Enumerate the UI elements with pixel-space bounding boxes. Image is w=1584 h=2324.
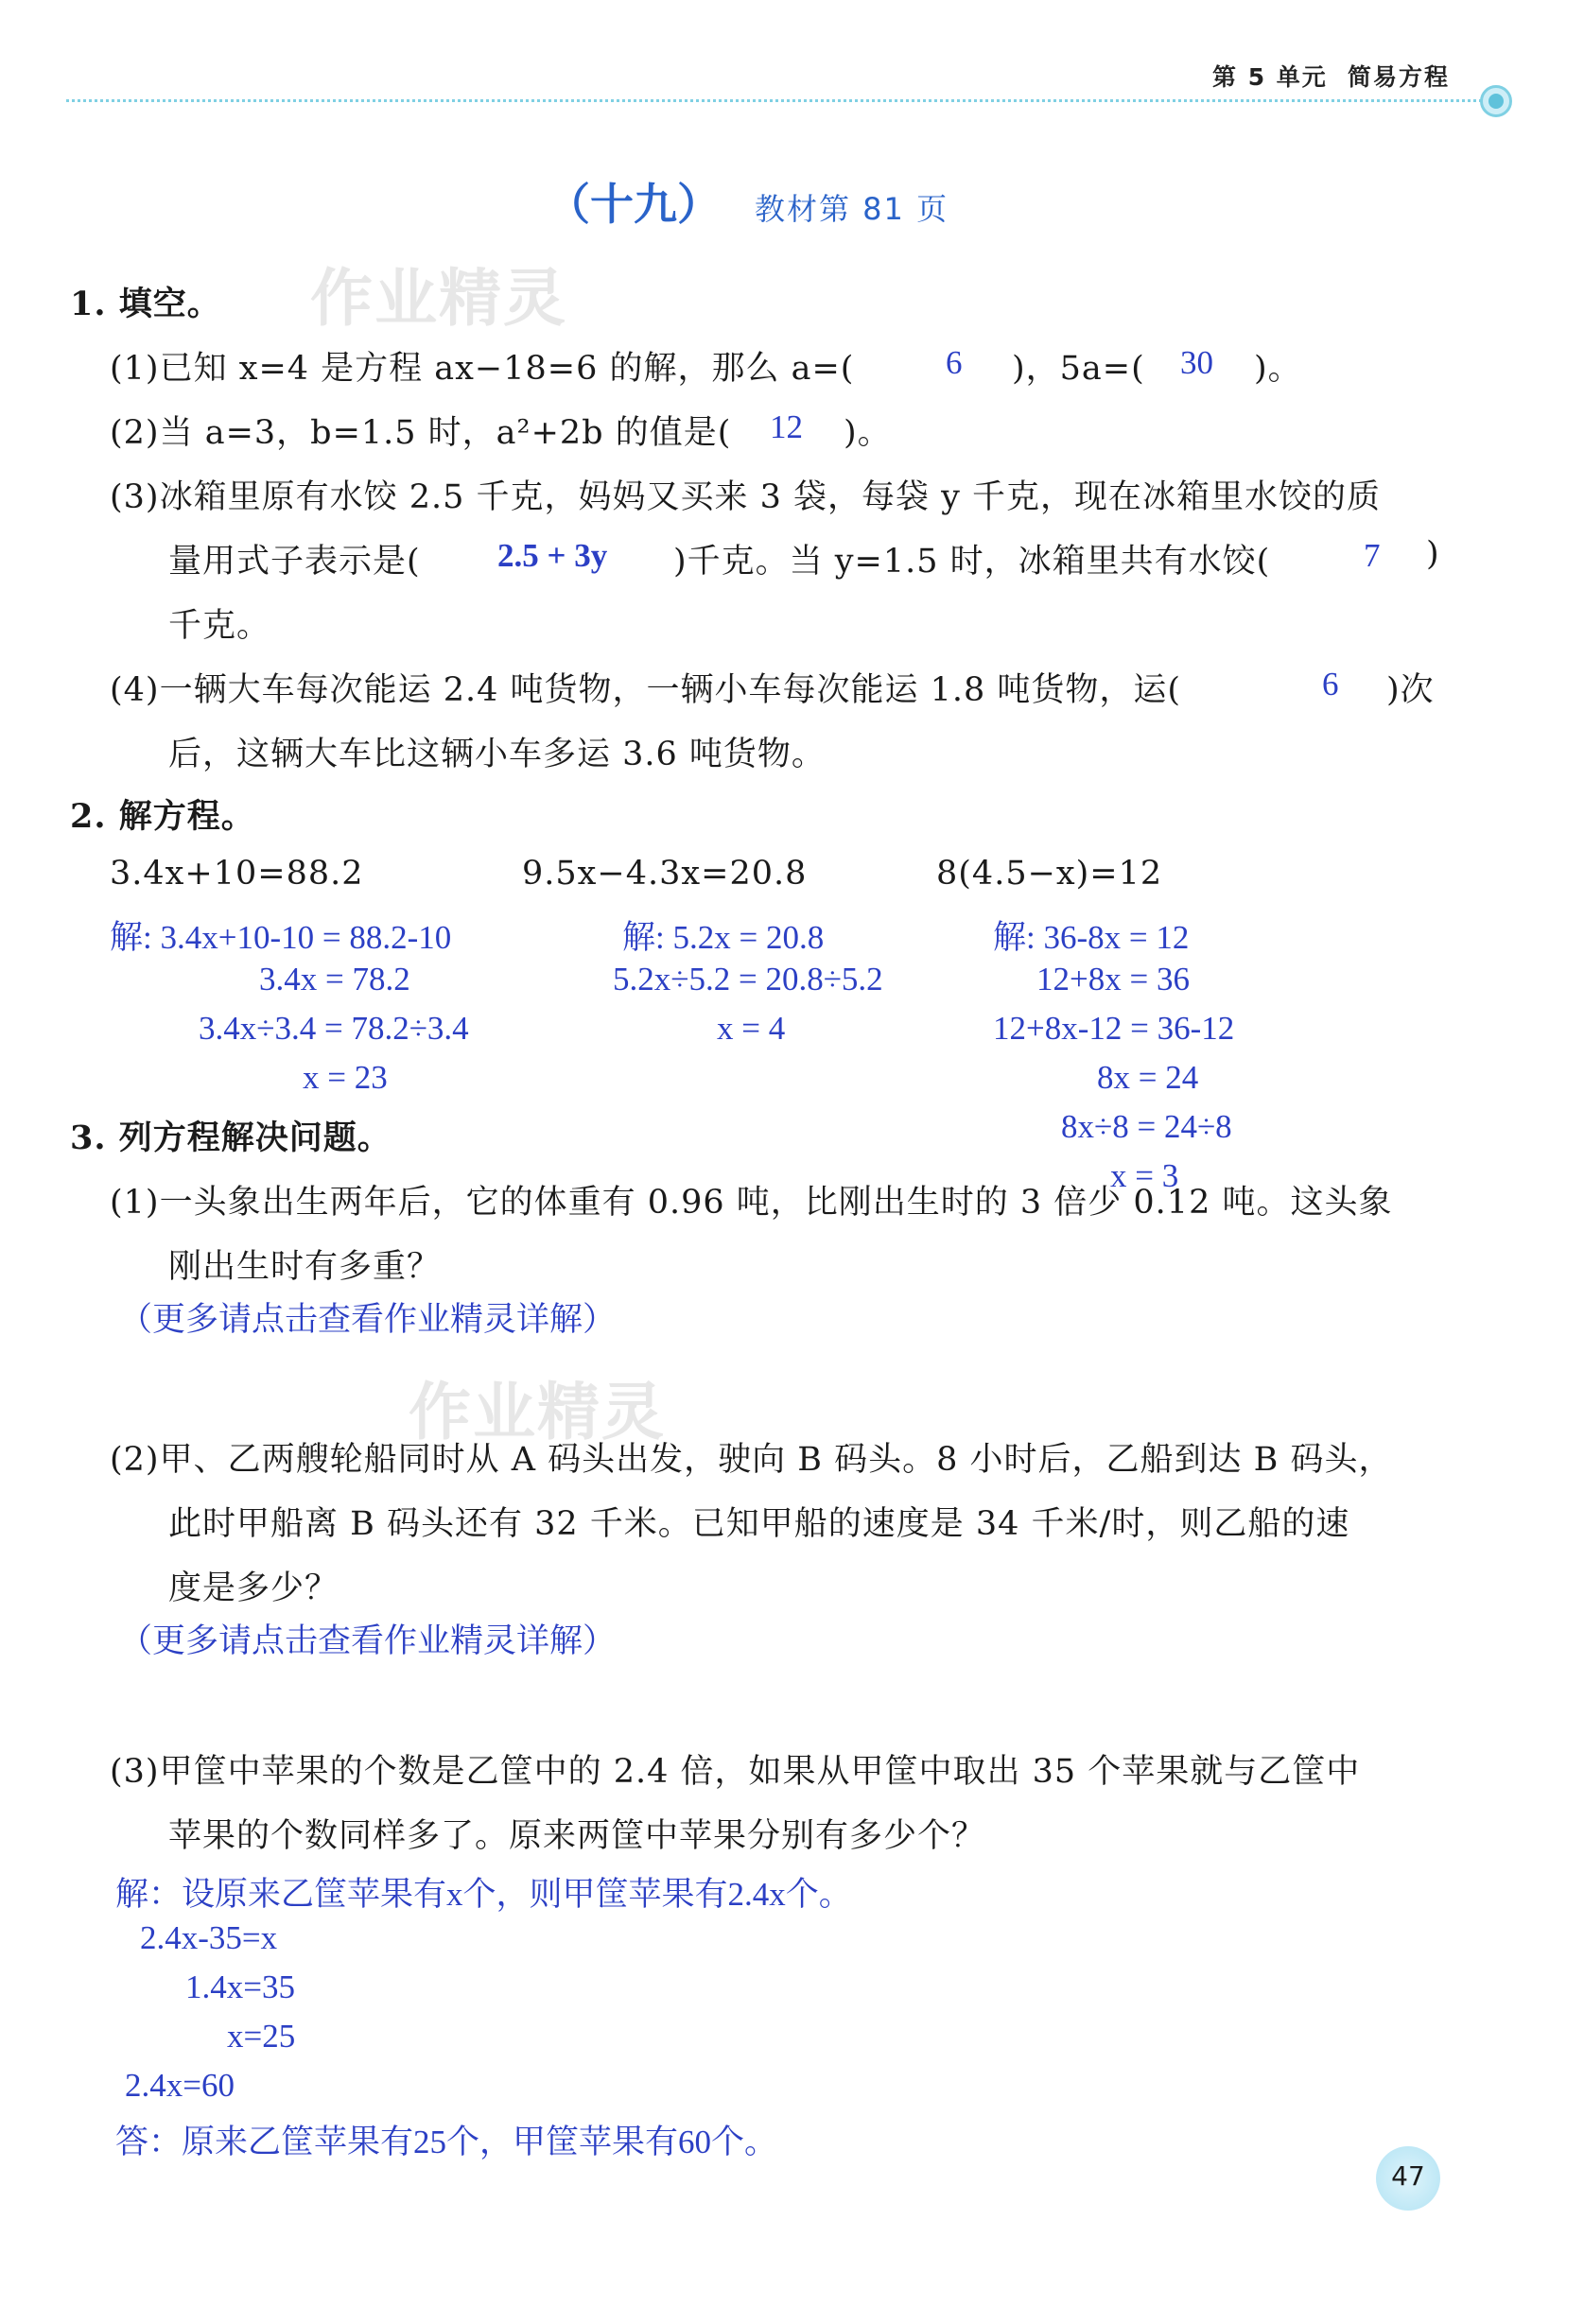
q1-part1-text-mid: )，5a=( bbox=[1012, 350, 1145, 388]
q2-heading: 2. 解方程。 bbox=[70, 797, 255, 836]
q3-part3-solution-step4: 2.4x=60 bbox=[125, 2067, 235, 2104]
q1-part4-line1: (4)一辆大车每次能运 2.4 吨货物，一辆小车每次能运 1.8 吨货物，运( bbox=[110, 671, 1182, 709]
q2-equation-1: 3.4x+10=88.2 bbox=[110, 855, 364, 893]
q3-part2-line1: (2)甲、乙两艘轮船同时从 A 码头出发，驶向 B 码头。8 小时后，乙船到达 B 码头， bbox=[110, 1441, 1393, 1479]
q1-part3-line2-mid: )千克。当 y=1.5 时，冰箱里共有水饺( bbox=[673, 543, 1271, 581]
q1-part2-answer: 12 bbox=[770, 408, 803, 445]
q1-part4-line1-end: )次 bbox=[1386, 671, 1435, 709]
q3-part1-more-link[interactable]: （更多请点击查看作业精灵详解） bbox=[119, 1301, 617, 1338]
q2-equation-2: 9.5x−4.3x=20.8 bbox=[522, 855, 808, 893]
q3-part3-solution-step2: 1.4x=35 bbox=[185, 1968, 295, 2005]
q3-part3-solution-let: 解：设原来乙筐苹果有x个，则甲筐苹果有2.4x个。 bbox=[115, 1876, 852, 1913]
q3-part2-line3: 度是多少？ bbox=[168, 1570, 339, 1607]
q1-part1-text: (1)已知 x=4 是方程 ax−18=6 的解，那么 a=( bbox=[110, 350, 855, 388]
q1-part3-answer-expression: 2.5 + 3y bbox=[497, 537, 608, 574]
q1-part1-text-end: )。 bbox=[1254, 350, 1302, 388]
q2-solution3-answer: x = 3 bbox=[1110, 1157, 1179, 1194]
q3-part2-line2: 此时甲船离 B 码头还有 32 千米。已知甲船的速度是 34 千米/时，则乙船的速 bbox=[168, 1505, 1350, 1543]
watermark-1: 作业精灵 bbox=[310, 262, 567, 335]
q1-part4-answer: 6 bbox=[1322, 666, 1339, 702]
q3-heading: 3. 列方程解决问题。 bbox=[70, 1119, 392, 1157]
q1-heading: 1. 填空。 bbox=[70, 285, 221, 323]
topic-label: 简易方程 bbox=[1348, 63, 1451, 91]
q1-part3-line1: (3)冰箱里原有水饺 2.5 千克，妈妈又买来 3 袋，每袋 y 千克，现在冰箱里水饺的质 bbox=[110, 478, 1382, 516]
q1-part1-answer-5a: 30 bbox=[1180, 344, 1213, 381]
q1-part3-answer-total: 7 bbox=[1364, 537, 1381, 574]
q2-solution3-step5: 8x÷8 = 24÷8 bbox=[1061, 1108, 1232, 1145]
q2-solution3-step4: 8x = 24 bbox=[1097, 1059, 1199, 1096]
q3-part3-line2: 苹果的个数同样多了。原来两筐中苹果分别有多少个？ bbox=[168, 1817, 986, 1855]
q1-part2-text-end: )。 bbox=[844, 414, 892, 452]
watermark-2: 作业精灵 bbox=[409, 1376, 666, 1448]
textbook-page-ref: 教材第 81 页 bbox=[755, 191, 949, 227]
q1-part3-line3: 千克。 bbox=[168, 607, 271, 645]
page-number: 47 bbox=[1391, 2160, 1425, 2192]
q3-part3-solution-answer: 答：原来乙筐苹果有25个，甲筐苹果有60个。 bbox=[115, 2124, 778, 2160]
section-title: （十九） bbox=[547, 179, 721, 230]
q2-solution1-answer: x = 23 bbox=[303, 1059, 388, 1096]
header-divider bbox=[66, 99, 1499, 102]
q2-solution1-step1: 解: 3.4x+10-10 = 88.2-10 bbox=[110, 919, 452, 956]
q3-part1-line2: 刚出生时有多重？ bbox=[168, 1248, 442, 1286]
q3-part3-solution-step1: 2.4x-35=x bbox=[140, 1919, 278, 1956]
q2-solution3-step3: 12+8x-12 = 36-12 bbox=[993, 1010, 1235, 1047]
q3-part3-solution-step3: x=25 bbox=[227, 2018, 296, 2055]
header-circle-inner-icon bbox=[1488, 94, 1504, 109]
q2-equation-3: 8(4.5−x)=12 bbox=[936, 855, 1163, 893]
q3-part3-line1: (3)甲筐中苹果的个数是乙筐中的 2.4 倍，如果从甲筐中取出 35 个苹果就与乙筐中 bbox=[110, 1753, 1361, 1791]
q2-solution2-step1: 解: 5.2x = 20.8 bbox=[622, 919, 825, 956]
q1-part4-line2: 后，这辆大车比这辆小车多运 3.6 吨货物。 bbox=[168, 736, 826, 773]
q2-solution1-step2: 3.4x = 78.2 bbox=[259, 961, 410, 997]
q3-part1-line1: (1)一头象出生两年后，它的体重有 0.96 吨，比刚出生时的 3 倍少 0.12 吨。这头象 bbox=[110, 1184, 1393, 1222]
q2-solution2-answer: x = 4 bbox=[717, 1010, 786, 1047]
q1-part1-answer-a: 6 bbox=[946, 344, 963, 381]
q1-part2-text: (2)当 a=3，b=1.5 时，a²+2b 的值是( bbox=[110, 414, 732, 452]
q3-part2-more-link[interactable]: （更多请点击查看作业精灵详解） bbox=[119, 1622, 617, 1659]
q1-part3-line2-end: ) bbox=[1426, 535, 1440, 573]
q2-solution3-step1: 解: 36-8x = 12 bbox=[993, 919, 1190, 956]
q1-part3-line2-text: 量用式子表示是( bbox=[168, 543, 421, 581]
q2-solution2-step2: 5.2x÷5.2 = 20.8÷5.2 bbox=[613, 961, 883, 997]
unit-label: 第 5 单元 bbox=[1212, 63, 1328, 91]
q2-solution3-step2: 12+8x = 36 bbox=[1036, 961, 1190, 997]
q2-solution1-step3: 3.4x÷3.4 = 78.2÷3.4 bbox=[199, 1010, 469, 1047]
